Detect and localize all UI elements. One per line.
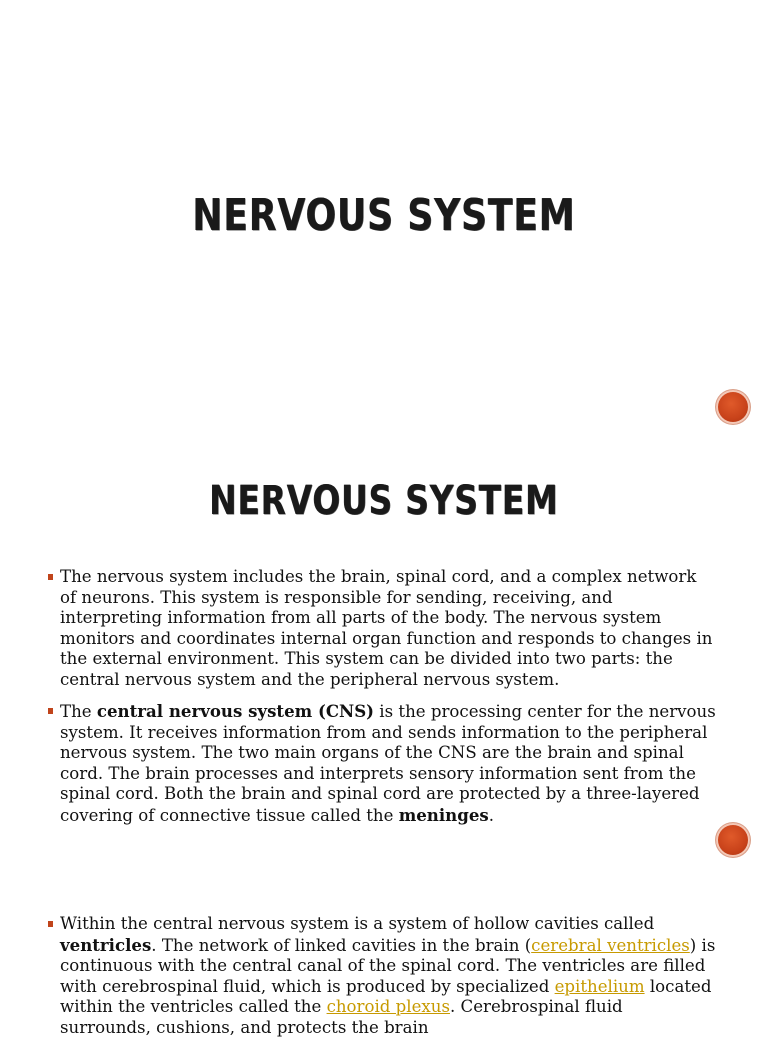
slide-heading: NERVOUS SYSTEM — [209, 478, 559, 524]
bullet-marker — [48, 574, 53, 580]
slide-marker-dot — [716, 390, 750, 424]
bullet-marker — [48, 708, 53, 714]
bullet-paragraph — [48, 567, 716, 691]
slide-title: NERVOUS SYSTEM — [192, 190, 576, 241]
bold-term: meninges — [398, 804, 489, 825]
bullet-marker — [48, 921, 53, 927]
slide-marker-dot — [716, 823, 750, 857]
paragraph-text: The nervous system includes the brain, spinal cord, and a complex network of neurons. This system is responsible for sending, receiving, and interpreting information from all parts of the body. The nervous system monitors and coordinates internal organ function and responds to changes in the external environment. This system can be divided into two parts: the central nervous system and the peripheral nervous system. — [60, 567, 713, 689]
link-choroid-plexus[interactable]: choroid plexus — [326, 997, 450, 1017]
bullet-paragraph — [48, 701, 716, 827]
paragraph-text: The central nervous system (CNS) is the processing center for the nervous system. It receives information from and sends information to the peripheral nervous system. The two main organs of the CNS are the brain and spinal cord. The brain processes and interprets sensory information sent from the spinal cord. Both the brain and spinal cord are protected by a three-layered covering of connective tissue called the meninges. — [60, 701, 716, 825]
title-slide — [0, 0, 768, 430]
bold-term: central nervous system (CNS) — [96, 701, 375, 721]
link-epithelium[interactable]: epithelium — [554, 976, 645, 996]
bold-term: ventricles — [60, 934, 152, 955]
paragraph-text: Within the central nervous system is a system of hollow cavities called ventricles. The network of linked cavities in the brain (cerebral ventricles) is continuous with the central canal of the spinal cord. The ventricles are filled with cerebrospinal fluid, which is produced by specialized epithelium located within the ventricles called the choroid plexus. Cerebrospinal fluid surrounds, cushions, and protects the brain — [60, 914, 716, 1037]
bullet-paragraph — [48, 914, 716, 1039]
content-slide — [0, 430, 768, 1037]
link-cerebral-ventricles[interactable]: cerebral ventricles — [531, 935, 690, 955]
